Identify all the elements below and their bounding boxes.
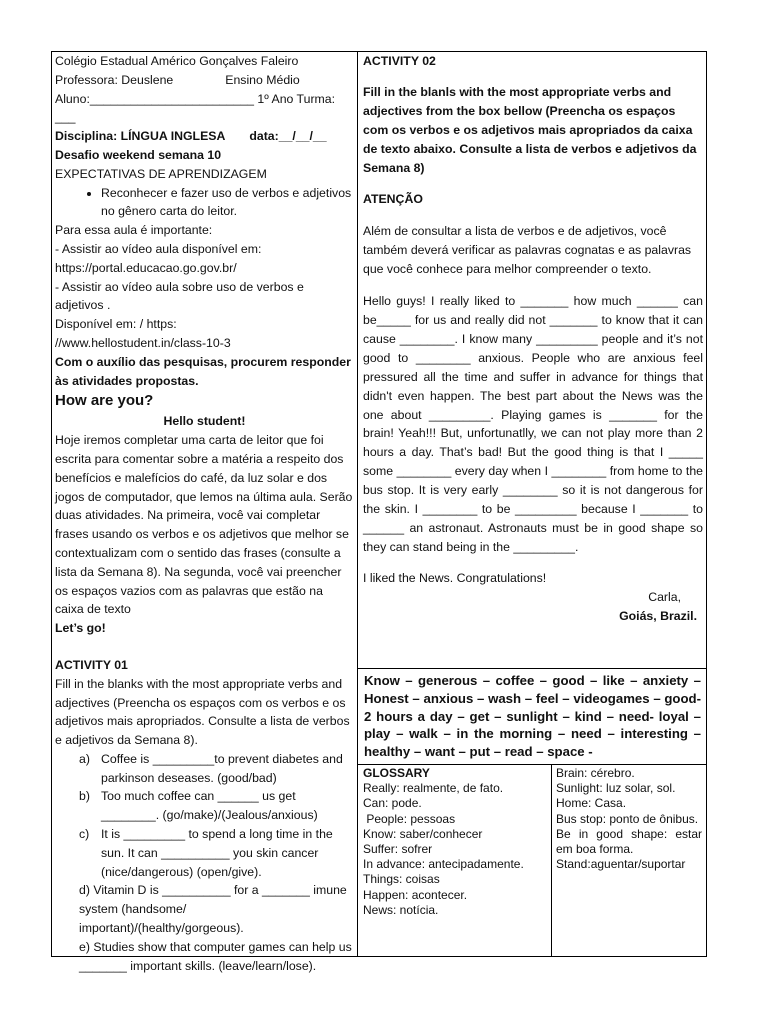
activity-02-instructions: Fill in the blanls with the most appropriate verbs and adjectives from the box bellow (Preencha os espaços com os verbos e os adjetivos mais apropriados da caixa de texto abaixo. Consulte a lista de verbos e adjetivos da Semana 8) — [363, 84, 697, 175]
glossary-entry: People: pessoas — [363, 811, 456, 826]
portal-link[interactable]: https://portal.educacao.go.gov.br/ — [55, 260, 237, 275]
important-title: Para essa aula é importante: — [55, 223, 213, 238]
available-at: Disponível em: / https: — [55, 317, 177, 332]
teacher-name: Professora: Deuslene — [55, 72, 174, 87]
lets-go: Let’s go! — [55, 621, 106, 636]
activity-01-instructions: Fill in the blanks with the most appropriate verbs and adjectives (Preencha os espaços com os verbos e os adjetivos mais apropriados. Consulte a lista de verbos e adjetivos da Semana 8). — [55, 676, 350, 748]
attention-title: ATENÇÃO — [363, 192, 423, 207]
activity-01-item-c: c) It is _________ to spend a long time in the sun. It can __________ you skin cancer (nice/dangerous) (open/give). — [79, 827, 333, 879]
expectations-title: EXPECTATIVAS DE APRENDIZAGEM — [55, 166, 267, 181]
research-help: Com o auxílio das pesquisas, procurem responder às atividades propostas. — [55, 354, 351, 388]
video-line-1: - Assistir ao vídeo aula disponível em: — [55, 241, 262, 256]
intro-body: Hoje iremos completar uma carta de leitor que foi escrita para comentar sobre a matéria a respeito dos benefícios e malefícios do café, da luz solar e dos jogos de computador, que lemos na última aula. Serão duas atividades. Na primeira, você vai completar frases usando os verbos e os adjetivos que melhor se contextualizam com o sentido das frases (consulte a lista da Semana 8). Na segunda, você vai preencher os espaços vazios com as palavras que estão na caixa de texto — [55, 433, 353, 617]
hellostudent-link[interactable]: //www.hellostudent.in/class-10-3 — [55, 335, 231, 350]
glossary-entry: Stand:aguentar/suportar — [556, 857, 686, 872]
how-are-you: How are you? — [55, 392, 154, 410]
glossary-right — [556, 766, 702, 872]
glossary-entry: Can: pode. — [363, 796, 422, 811]
right-column — [363, 52, 703, 625]
glossary-entry: Brain: cérebro. — [556, 766, 635, 780]
signature-place: Goiás, Brazil. — [619, 608, 697, 623]
subject-line — [55, 127, 354, 146]
weekend-challenge: Desafio weekend semana 10 — [55, 147, 222, 162]
glossary-left — [363, 766, 549, 918]
glossary-entry: Sunlight: luz solar, sol. — [556, 781, 676, 796]
activity-02-title: ACTIVITY 02 — [363, 54, 436, 68]
hello-student: Hello student! — [163, 414, 246, 429]
activity-01-items — [55, 750, 354, 882]
activity-01-item-e: e) Studies show that computer games can help us _______ important skills. (leave/learn/lose). — [79, 939, 352, 973]
glossary-title: GLOSSARY — [363, 766, 430, 780]
attention-text: Além de consultar a lista de verbos e de adjetivos, você também deverá verificar as palavras cognatas e as palavras que você conhece para melhor compreender o texto. — [363, 224, 692, 277]
glossary-entry: Bus stop: ponto de ônibus. — [556, 811, 699, 826]
education-level: Ensino Médio — [225, 72, 300, 87]
subject: Disciplina: LÍNGUA INGLESA — [55, 129, 226, 144]
column-divider — [357, 51, 358, 957]
glossary-divider — [551, 765, 552, 957]
glossary-entry: Happen: acontecer. — [363, 887, 468, 902]
glossary-entry: Home: Casa. — [556, 796, 627, 811]
activity-01-title: ACTIVITY 01 — [55, 657, 128, 672]
glossary-entry: Really: realmente, de fato. — [363, 781, 504, 796]
activity-01-item-a: a) Coffee is _________to prevent diabetes and parkinson deseases. (good/bad) — [79, 751, 343, 785]
signature-name: Carla, — [648, 589, 681, 604]
letter-closing: I liked the News. Congratulations! — [363, 570, 547, 585]
word-box: Know – generous – coffee – good – like – anxiety – Honest – anxious – wash – feel – videogames – good- 2 hours a day – get – sunlight – kind – need- loyal – play – walk – in the morning – need – interesting – healthy – want – put – read – space - — [358, 668, 707, 765]
glossary-entry: In advance: antecipadamente. — [363, 857, 524, 872]
activity-01-item-b: b) Too much coffee can ______ us get ________. (go/make)/(Jealous/anxious) — [79, 789, 318, 823]
left-column — [55, 52, 354, 975]
expectation-item: • Reconhecer e fazer uso de verbos e adjetivos no gênero carta do leitor. — [101, 184, 354, 222]
activity-01-item-d: d) Vitamin D is __________ for a _______ imune system (handsome/ important)/(healthy/gorgeous). — [79, 883, 347, 936]
glossary-entry: Suffer: sofrer — [363, 842, 433, 857]
video-line-2: - Assistir ao vídeo aula sobre uso de verbos e adjetivos . — [55, 279, 304, 313]
date-field: data:__/__/__ — [249, 129, 327, 144]
glossary-entry: Things: coisas — [363, 872, 440, 887]
teacher-line — [55, 71, 354, 90]
reader-letter: Hello guys! I really liked to _______ how much ______ can be_____ for us and really did not _______ to know that it can cause ________. I know many _________ people and it’s not good to ________ anxious. People who are anxious feel pressured all the time and suffer in advance for things that didn't even happen. The best part about the News was the one about _________. Playing games is _______ for the brain! Yeah!!! But, unfortunatlly, we can not play more than 2 hours a day. That’s bad! But the good thing is that I _____ some ________ every day when I ________ from home to the bus stop. It is very early ________ so it is not dangerous for the skin. I ________ to be _________ because I _______ to ______ an astronaut. Astronauts must be in good shape so they can stand being in the _________. — [363, 294, 703, 554]
glossary-entry: Be in good shape: estar em boa forma. — [556, 826, 702, 857]
expectations-list — [55, 184, 354, 222]
glossary-entry: News: notícia. — [363, 902, 439, 917]
student-line: Aluno:________________________ 1º Ano Turma: ___ — [55, 91, 336, 125]
glossary-entry: Know: saber/conhecer — [363, 826, 483, 841]
school-name: Colégio Estadual Américo Gonçalves Faleiro — [55, 54, 299, 68]
